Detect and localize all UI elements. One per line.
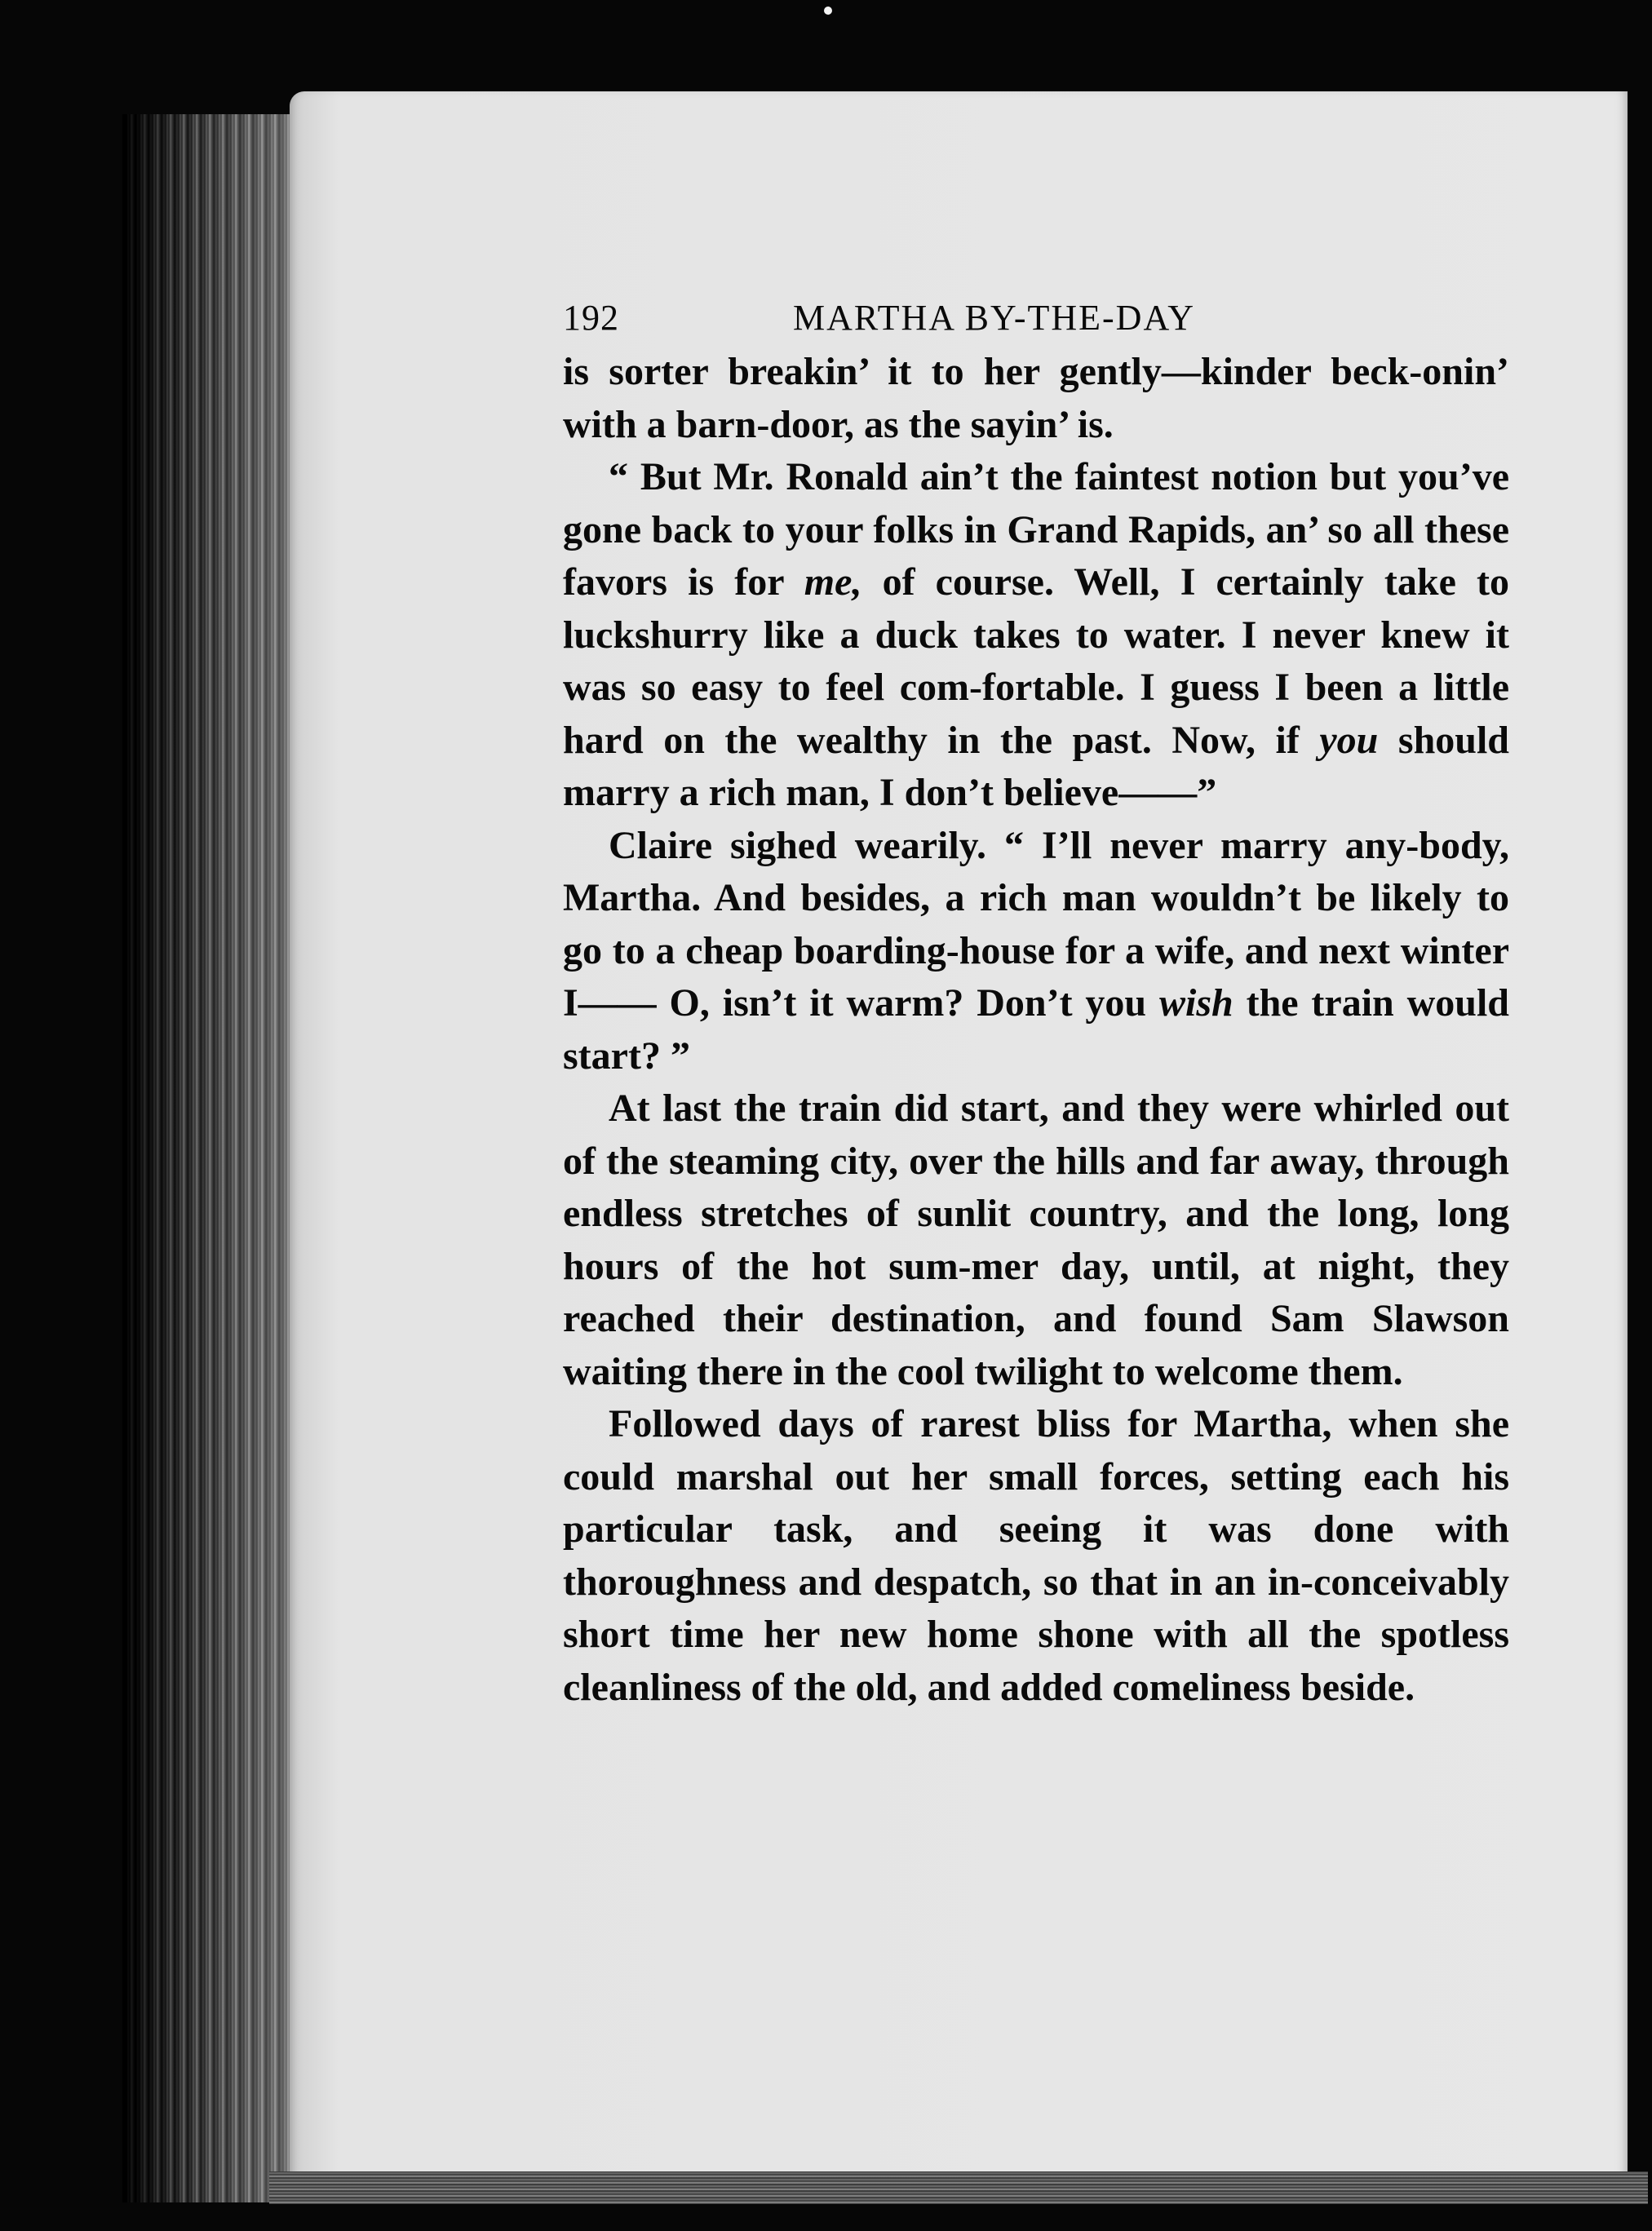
dust-speck [824, 7, 832, 15]
page-text [563, 287, 1509, 1714]
text-run: of course. Well, I certainly take to luckshurry like a duck takes to water. I never knew it was so easy to feel com-fortable. I guess I been a little hard on the wealthy in the past. Now, if [563, 560, 1509, 762]
page-edges [122, 114, 302, 2202]
paragraph [563, 820, 1509, 1083]
text-run: Claire sighed wearily. “ I’ll never marry any-body, Martha. And besides, a rich man wouldn’t be likely to go to a cheap boarding-house for a wife, and next winter I—— O, isn’t it warm? Don’t you [563, 823, 1509, 1025]
text-run: is sorter breakin’ it to her gently—kinder beck-onin’ with a barn-door, as the sayin’ is. [563, 350, 1509, 446]
running-head-title: MARTHA BY-THE-DAY [793, 298, 1195, 338]
page-bottom-edge [269, 2171, 1648, 2204]
text-run: “ But Mr. Ronald ain’t the faintest notion but you’ve gone back to your folks in Grand Rapids, an’ so all these favors is for [563, 455, 1509, 604]
paragraph [563, 1082, 1509, 1398]
text-run: should marry a rich man, I don’t believe——” [563, 718, 1509, 814]
italic-text-run: you [1319, 718, 1379, 762]
italic-text-run: wish [1159, 981, 1233, 1025]
paragraph [563, 1398, 1509, 1714]
body-text [563, 346, 1509, 1714]
text-run: the train would start? ” [563, 981, 1509, 1078]
italic-text-run: me, [804, 560, 862, 604]
text-run: Followed days of rarest bliss for Martha, when she could marshal out her small forces, setting each his particular task, and seeing it was done with thoroughness and despatch, so that in an in-conceivably short time her new home shone with all the spotless cleanliness of the old, and added comeliness beside. [563, 1402, 1509, 1709]
paragraph [563, 346, 1509, 451]
text-run: At last the train did start, and they were whirled out of the steaming city, over the hills and far away, through endless stretches of sunlit country, and the long, long hours of the hot sum-mer day, until, at night, they reached their destination, and found Sam Slawson waiting there in the cool twilight to welcome them. [563, 1087, 1509, 1393]
running-head [563, 287, 1509, 346]
page-number: 192 [563, 298, 619, 338]
paragraph [563, 451, 1509, 820]
